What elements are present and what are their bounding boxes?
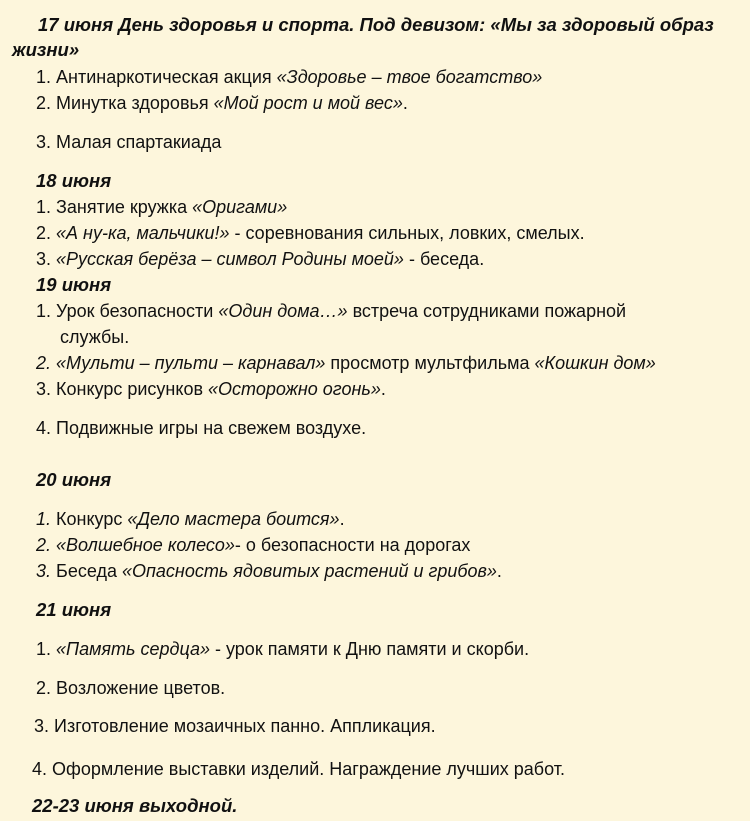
list-item: 3. Изготовление мозаичных панно. Аппликация. bbox=[34, 716, 436, 736]
list-item: 3. Конкурс рисунков «Осторожно огонь». bbox=[36, 379, 386, 399]
list-item: 2. Минутка здоровья «Мой рост и мой вес». bbox=[36, 93, 408, 113]
list-item: 3. Малая спартакиада bbox=[36, 132, 222, 152]
day19-heading: 19 июня bbox=[36, 274, 112, 295]
day17-heading-cont: жизни» bbox=[12, 39, 80, 60]
list-item: 4. Оформление выставки изделий. Награждение лучших работ. bbox=[32, 759, 565, 779]
list-item: 4. Подвижные игры на свежем воздухе. bbox=[36, 418, 367, 438]
day17-heading: 17 июня День здоровья и спорта. Под девизом: «Мы за здоровый образ bbox=[38, 14, 714, 35]
list-item: 1. «Память сердца» - урок памяти к Дню памяти и скорби. bbox=[36, 639, 530, 659]
list-item: 1. Занятие кружка «Оригами» bbox=[36, 197, 288, 217]
list-item: 3. Беседа «Опасность ядовитых растений и грибов». bbox=[36, 561, 502, 581]
day18-heading: 18 июня bbox=[36, 170, 112, 191]
list-item: 2. «Мульти – пульти – карнавал» просмотр мультфильма «Кошкин дом» bbox=[36, 353, 656, 373]
list-item: 2. «Волшебное колесо»- о безопасности на дорогах bbox=[36, 535, 471, 555]
day20-heading: 20 июня bbox=[36, 469, 112, 490]
list-item: 2. «А ну-ка, мальчики!» - соревнования сильных, ловких, смелых. bbox=[36, 223, 585, 243]
list-item: 2. Возложение цветов. bbox=[36, 678, 226, 698]
weekend-heading: 22-23 июня выходной. bbox=[32, 795, 238, 816]
list-item-continuation: службы. bbox=[60, 327, 130, 347]
list-item: 1. Урок безопасности «Один дома…» встреча сотрудниками пожарной bbox=[36, 301, 627, 321]
list-item: 1. Антинаркотическая акция «Здоровье – твое богатство» bbox=[36, 67, 543, 87]
list-item: 1. Конкурс «Дело мастера боится». bbox=[36, 509, 345, 529]
day21-heading: 21 июня bbox=[36, 599, 112, 620]
list-item: 3. «Русская берёза – символ Родины моей» - беседа. bbox=[36, 249, 485, 269]
